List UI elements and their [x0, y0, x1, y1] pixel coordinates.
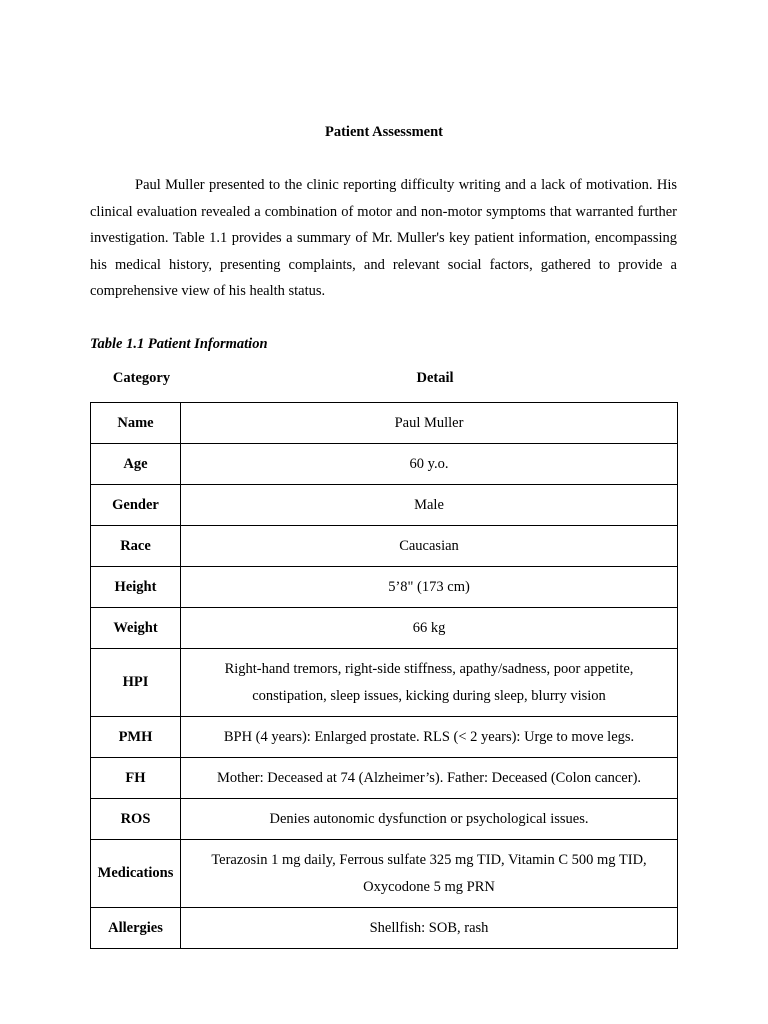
table-cell-category: Medications: [91, 840, 181, 908]
table-cell-category: Allergies: [91, 908, 181, 949]
column-header-detail: Detail: [416, 370, 454, 386]
patient-info-table: [90, 402, 678, 949]
table-cell-detail: Denies autonomic dysfunction or psychological issues.: [181, 799, 678, 840]
table-cell-detail: Paul Muller: [181, 403, 678, 444]
table-row-fh: [91, 758, 678, 799]
table-row-weight: [91, 608, 678, 649]
table-cell-detail: Terazosin 1 mg daily, Ferrous sulfate 325 mg TID, Vitamin C 500 mg TID, Oxycodone 5 mg PRN: [181, 840, 678, 908]
table-cell-detail: Right-hand tremors, right-side stiffness, apathy/sadness, poor appetite, constipation, sleep issues, kicking during sleep, blurry vision: [181, 649, 678, 717]
intro-paragraph: Paul Muller presented to the clinic reporting difficulty writing and a lack of motivation. His clinical evaluation revealed a combination of motor and non-motor symptoms that warranted further investigation. Table 1.1 provides a summary of Mr. Muller's key patient information, encompassing his medical history, presenting complaints, and relevant social factors, gathered to provide a comprehensive view of his health status.: [90, 177, 677, 300]
table-cell-category: ROS: [91, 799, 181, 840]
table-cell-detail: 60 y.o.: [181, 444, 678, 485]
table-cell-detail: Caucasian: [181, 526, 678, 567]
table-cell-category: Age: [91, 444, 181, 485]
table-row-hpi: [91, 649, 678, 717]
table-row-medications: [91, 840, 678, 908]
table-cell-detail: 66 kg: [181, 608, 678, 649]
table-caption: Table 1.1 Patient Information: [90, 336, 268, 352]
table-cell-category: Weight: [91, 608, 181, 649]
table-cell-detail: 5’8" (173 cm): [181, 567, 678, 608]
table-cell-category: Name: [91, 403, 181, 444]
table-row-height: [91, 567, 678, 608]
table-cell-category: Height: [91, 567, 181, 608]
table-cell-category: PMH: [91, 717, 181, 758]
table-cell-detail: Mother: Deceased at 74 (Alzheimer’s). Father: Deceased (Colon cancer).: [181, 758, 678, 799]
table-cell-category: Gender: [91, 485, 181, 526]
table-cell-detail: Male: [181, 485, 678, 526]
table-row-allergies: [91, 908, 678, 949]
table-row-age: [91, 444, 678, 485]
table-cell-category: FH: [91, 758, 181, 799]
page-title: Patient Assessment: [324, 124, 443, 140]
table-row-ros: [91, 799, 678, 840]
table-row-race: [91, 526, 678, 567]
table-cell-detail: BPH (4 years): Enlarged prostate. RLS (< 2 years): Urge to move legs.: [181, 717, 678, 758]
table-cell-category: HPI: [91, 649, 181, 717]
table-row-gender: [91, 485, 678, 526]
table-cell-category: Race: [91, 526, 181, 567]
table-row-name: [91, 403, 678, 444]
table-row-pmh: [91, 717, 678, 758]
column-header-category: Category: [112, 370, 171, 386]
table-cell-detail: Shellfish: SOB, rash: [181, 908, 678, 949]
